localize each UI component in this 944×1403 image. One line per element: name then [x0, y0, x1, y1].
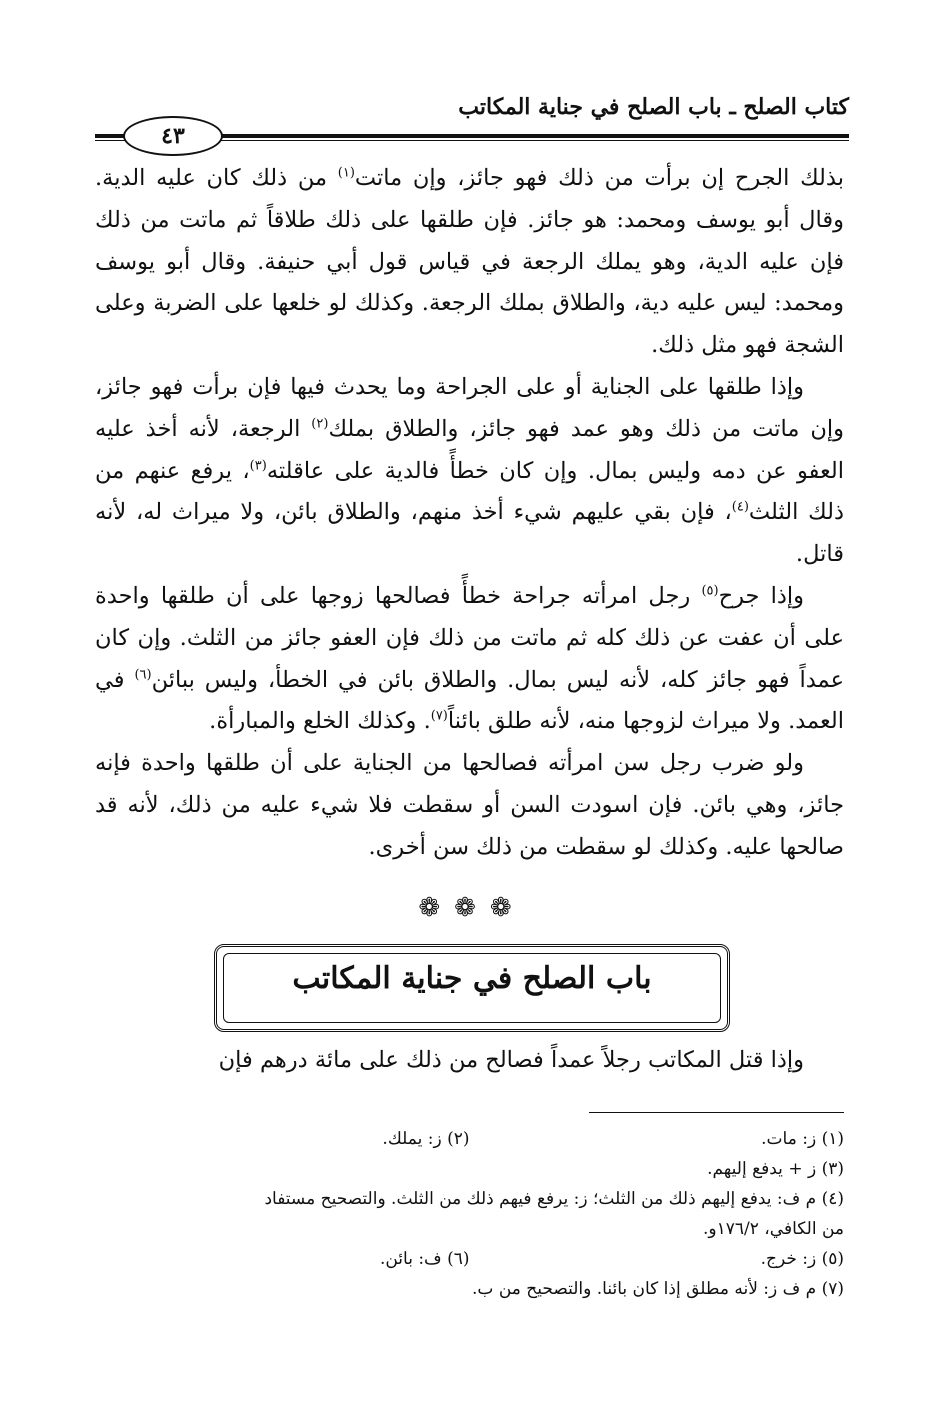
footnote-6: (٦) ف: بائن. [379, 1249, 470, 1269]
footnote-row [95, 1274, 844, 1304]
paragraph-1 [95, 158, 844, 367]
footnote-row [95, 1154, 844, 1184]
footnote-ref-3: (٣) [249, 458, 267, 474]
text-run: في العمد. ولا ميراث لزوجها منه، لأنه طلق بائناً [95, 666, 844, 735]
text-run: من ذلك كان عليه الدية. وقال أبو يوسف ومحمد: هو جائز. فإن طلقها على ذلك طلاقاً ثم ماتت من ذلك فإن عليه الدية، وهو يملك الرجعة في قياس قول أبي حنيفة. وقال أبو يوسف ومحمد: ليس عليه دية، والطلاق بملك الرجعة. وكذلك لو خلعها على الضربة وعلى الشجة فهو مثل ذلك. [95, 165, 844, 359]
text-run: الرجعة، لأنه أخذ عليه العفو عن دمه وليس بمال. وإن كان خطأً فالدية على عاقلته [95, 415, 844, 484]
text-run: بذلك الجرح إن برأت من ذلك فهو جائز، وإن ماتت [354, 165, 844, 191]
footnote-7: (٧) م ف ز: لأنه مطلق إذا كان بائنا. والتصحيح من ب. [472, 1279, 844, 1299]
footnote-ref-7: (٧) [430, 708, 448, 724]
footnote-row [95, 1244, 844, 1274]
footnote-separator [589, 1112, 844, 1113]
footnote-4: (٤) م ف: يدفع إليهم ذلك من الثلث؛ ز: يرفع فيهم ذلك من الثلث. والتصحيح مستفاد [264, 1189, 844, 1209]
footnote-1: (١) ز: مات. [761, 1129, 844, 1149]
footnote-5: (٥) ز: خرج. [760, 1249, 844, 1269]
footnotes [95, 1124, 844, 1304]
footnote-ref-4: (٤) [731, 499, 749, 515]
text-run: . وكذلك الخلع والمبارأة. [209, 708, 431, 735]
main-text [95, 158, 844, 869]
paragraph-3 [95, 576, 844, 743]
paragraph-2 [95, 367, 844, 576]
footnote-2: (٢) ز: يملك. [382, 1129, 470, 1149]
text-run: وإذا جرح [718, 582, 805, 609]
section-separator: ❁❁❁ [418, 893, 526, 923]
page-header [95, 88, 849, 148]
footnote-ref-6: (٦) [134, 667, 152, 683]
footnote-row [95, 1184, 844, 1214]
text-run: ، يرفع عنهم من ذلك الثلث [95, 457, 844, 526]
footnote-row [95, 1124, 844, 1154]
running-title: كتاب الصلح ـ باب الصلح في جناية المكاتب [458, 94, 849, 120]
paragraph-4: ولو ضرب رجل سن امرأته فصالحها من الجناية على أن طلقها واحدة فإنه جائز، وهي بائن. فإن اسودت السن أو سقطت فلا شيء عليه من ذلك، لأنه قد صالحها عليه. وكذلك لو سقطت من ذلك سن أخرى. [95, 750, 844, 860]
chapter-first-paragraph: وإذا قتل المكاتب رجلاً عمداً فصالح من ذلك على مائة درهم فإن [218, 1047, 804, 1073]
page-number: ٤٣ [123, 116, 223, 156]
text-run: رجل امرأته جراحة خطأً فصالحها زوجها على أن طلقها واحدة على أن عفت عن ذلك كله ثم ماتت من ذلك فإن العفو جائز من الثلث. وإن كان عمداً فهو جائز كله، لأنه ليس بمال. والطلاق بائن في الخطأ، وليس ببائن [95, 582, 844, 693]
chapter-heading: باب الصلح في جناية المكاتب [292, 961, 652, 996]
footnote-row [95, 1214, 844, 1244]
footnote-ref-1: (١) [337, 165, 355, 181]
footnote-ref-2: (٢) [311, 416, 329, 432]
footnote-3: (٣) ز + يدفع إليهم. [707, 1159, 844, 1179]
chapter-heading-box [214, 944, 730, 1032]
footnote-ref-5: (٥) [701, 583, 719, 599]
text-run: وإذا طلقها على الجناية أو على الجراحة وما يحدث فيها فإن برأت فهو جائز، وإن ماتت من ذلك وهو عمد فهو جائز، والطلاق بملك [95, 373, 844, 442]
footnote-4-continued: من الكافي، ١٧٦/٢و. [703, 1219, 844, 1239]
text-run: ، فإن بقي عليهم شيء أخذ منهم، والطلاق بائن، ولا ميراث له، لأنه قاتل. [95, 499, 844, 568]
